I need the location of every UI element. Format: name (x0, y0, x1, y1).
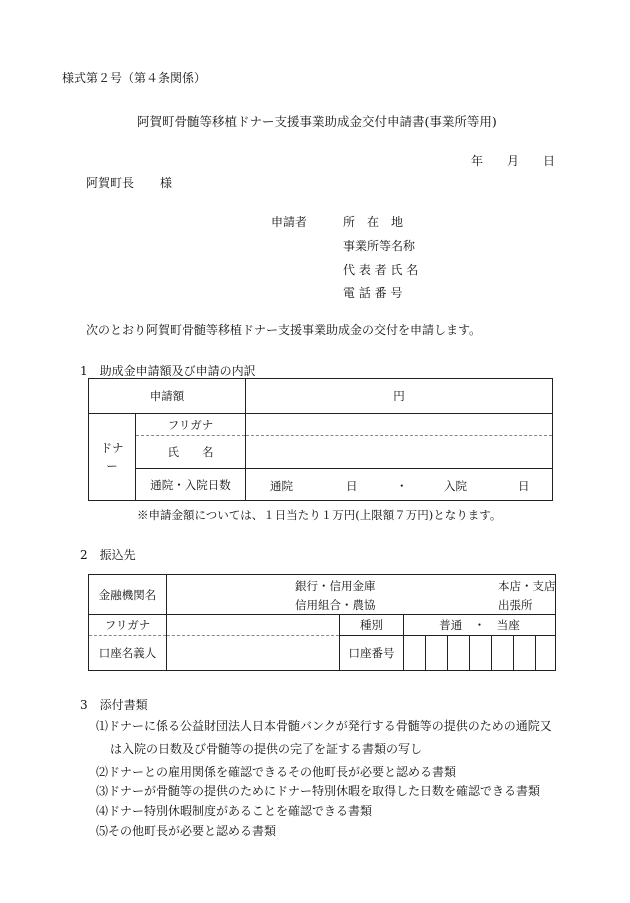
amount-field[interactable] (246, 379, 553, 414)
section2-heading: 2 振込先 (80, 548, 136, 562)
addressee-name: 阿賀町長 (86, 176, 135, 190)
account-digit-5[interactable] (492, 636, 514, 671)
bank-types-line2: 信用組合・農協 (295, 598, 376, 612)
account-digit-3[interactable] (448, 636, 470, 671)
applicant-phone-label: 電 話 番 号 (343, 286, 403, 300)
account-digit-4[interactable] (470, 636, 492, 671)
intro-text: 次のとおり阿賀町骨髄等移植ドナー支援事業助成金の交付を申請します。 (86, 323, 482, 337)
date-year: 年 (471, 154, 484, 168)
days-label: 通院・入院日数 (136, 469, 246, 501)
outpatient-label: 通院 (270, 479, 293, 493)
section3-heading: 3 添付書類 (80, 698, 148, 712)
inpatient-day-unit: 日 (518, 479, 530, 493)
branch-types-line1: 本店・支店 (498, 579, 556, 593)
outpatient-day-unit: 日 (346, 479, 358, 493)
account-digit-2[interactable] (426, 636, 448, 671)
date-month: 月 (507, 154, 520, 168)
amount-note: ※申請金額については、１日当たり１万円(上限額７万円)となります。 (137, 508, 502, 522)
donor-label-text: ドナー (100, 441, 124, 473)
account-furigana-label: フリガナ (89, 615, 167, 636)
applicant-label: 申請者 (271, 215, 308, 229)
date-day: 日 (543, 154, 556, 168)
account-type-label: 種別 (340, 615, 404, 636)
section1-heading: 1 助成金申請額及び申請の内訳 (80, 364, 256, 378)
donor-name-field[interactable] (246, 436, 553, 469)
account-holder-label: 口座名義人 (89, 636, 167, 671)
section2-table (88, 574, 556, 671)
donor-furigana-label: フリガナ (136, 414, 246, 436)
attachment-item-4: ⑷ドナー特別休暇制度があることを確認できる書類 (96, 804, 373, 818)
form-title: 阿賀町骨髄等移植ドナー支援事業助成金交付申請書(事業所等用) (137, 114, 497, 129)
attachment-item-1: ⑴ドナーに係る公益財団法人日本骨髄バンクが発行する骨髄等の提供のための通院又 (96, 719, 552, 733)
donor-furigana-field[interactable] (246, 414, 553, 436)
inpatient-label: 入院 (444, 479, 467, 493)
addressee-honorific: 様 (160, 176, 173, 190)
account-digit-7[interactable] (536, 636, 556, 671)
amount-unit: 円 (393, 389, 405, 403)
attachment-item-3: ⑶ドナーが骨髄等の提供のためにドナー特別休暇を取得した日数を確認できる書類 (96, 784, 541, 798)
section1-table (88, 378, 553, 501)
applicant-company-label: 事業所等名称 (343, 239, 416, 253)
attachment-item-1-cont: は入院の日数及び骨髄等の提供の完了を証する書類の写し (110, 742, 423, 756)
applicant-address-label: 所 在 地 (343, 215, 404, 229)
account-digit-1[interactable] (404, 636, 426, 671)
bank-field[interactable] (167, 575, 556, 615)
account-number-label: 口座番号 (340, 636, 404, 671)
donor-label (89, 414, 136, 501)
days-separator: ・ (396, 479, 408, 493)
attachment-item-5: ⑸その他町長が必要と認める書類 (96, 824, 277, 838)
form-number: 様式第２号（第４条関係） (62, 71, 207, 85)
account-holder-field[interactable] (167, 636, 340, 671)
days-field[interactable] (246, 469, 553, 501)
donor-name-label: 氏 名 (136, 436, 246, 469)
bank-types-line1: 銀行・信用金庫 (295, 579, 376, 593)
applicant-representative-label: 代 表 者 氏 名 (343, 263, 419, 277)
branch-types-line2: 出張所 (498, 598, 533, 612)
bank-label: 金融機関名 (89, 575, 167, 615)
account-furigana-field[interactable] (167, 615, 340, 636)
account-digit-6[interactable] (514, 636, 536, 671)
attachment-item-2: ⑵ドナーとの雇用関係を確認できるその他町長が必要と認める書類 (96, 765, 457, 779)
amount-label: 申請額 (89, 379, 246, 414)
account-type-options[interactable]: 普通 ・ 当座 (404, 615, 556, 636)
